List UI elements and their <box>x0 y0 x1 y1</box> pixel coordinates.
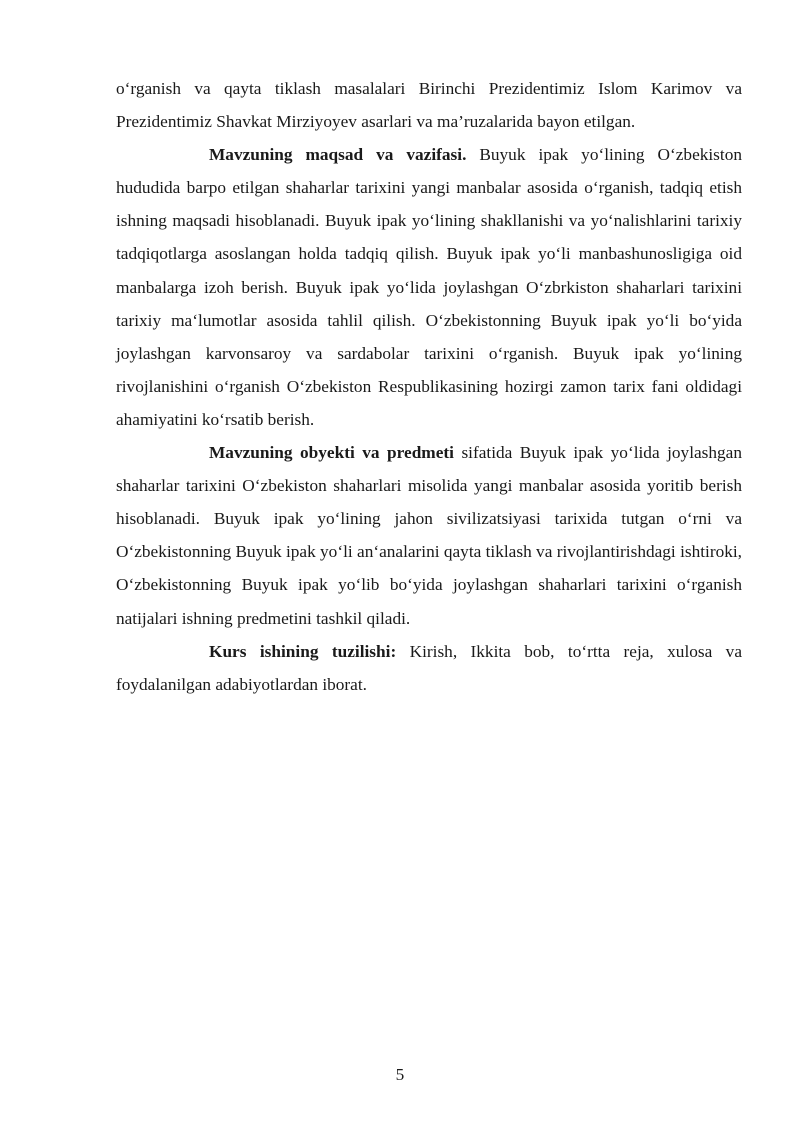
page-number: 5 <box>395 1065 405 1084</box>
section-heading-goals: Mavzuning maqsad va vazifasi. <box>209 145 467 165</box>
paragraph-continuation <box>116 72 742 138</box>
section-heading-object-subject: Mavzuning obyekti va predmeti <box>209 443 454 463</box>
paragraph-object-subject <box>116 436 742 635</box>
paragraph-goals <box>116 138 742 436</box>
document-page <box>116 72 742 701</box>
paragraph-text: Kirish, Ikkita bob, to‘rtta reja, xulosa va foydalanilgan adabiyotlardan iborat. <box>116 641 742 694</box>
paragraph-text: o‘rganish va qayta tiklash masalalari Birinchi Prezidentimiz Islom Karimov va Prezidentimiz Shavkat Mirziyoyev asarlari va ma’ruzalarida bayon etilgan. <box>116 79 742 132</box>
paragraph-text: sifatida Buyuk ipak yo‘lida joylashgan shaharlar tarixini O‘zbekiston shaharlari misolida yangi manbalar asosida yoritib berish hisoblanadi. Buyuk ipak yo‘lining jahon sivilizatsiyasi tarixida tutgan o‘rni va O‘zbekistonning Buyuk ipak yo‘li an‘analarini qayta tiklash va rivojlantirishdagi ishtiroki, O‘zbekistonning Buyuk ipak yo‘lib bo‘yida joylashgan shaharlari tarixini o‘rganish natijalari ishning predmetini tashkil qiladi. <box>116 443 742 628</box>
paragraph-structure <box>116 635 742 701</box>
section-heading-structure: Kurs ishining tuzilishi: <box>209 641 397 661</box>
paragraph-text: Buyuk ipak yo‘lining O‘zbekiston hududida barpo etilgan shaharlar tarixini yangi manbalar asosida o‘rganish, tadqiq etish ishning maqsadi hisoblanadi. Buyuk ipak yo‘lining shakllanishi va yo‘nalishlarini tarixiy tadqiqotlarga asoslangan holda tadqiq qilish. Buyuk ipak yo‘li manbashunosligiga oid manbalarga izoh berish. Buyuk ipak yo‘lida joylashgan O‘zbrkiston shaharlari tarixini tarixiy ma‘lumotlar asosida tahlil qilish. O‘zbekistonning Buyuk ipak yo‘li bo‘yida joylashgan karvonsaroy va sardabolar tarixini o‘rganish. Buyuk ipak yo‘lining rivojlanishini o‘rganish O‘zbekiston Respublikasining hozirgi zamon tarix fani oldidagi ahamiyatini ko‘rsatib berish. <box>116 145 742 429</box>
